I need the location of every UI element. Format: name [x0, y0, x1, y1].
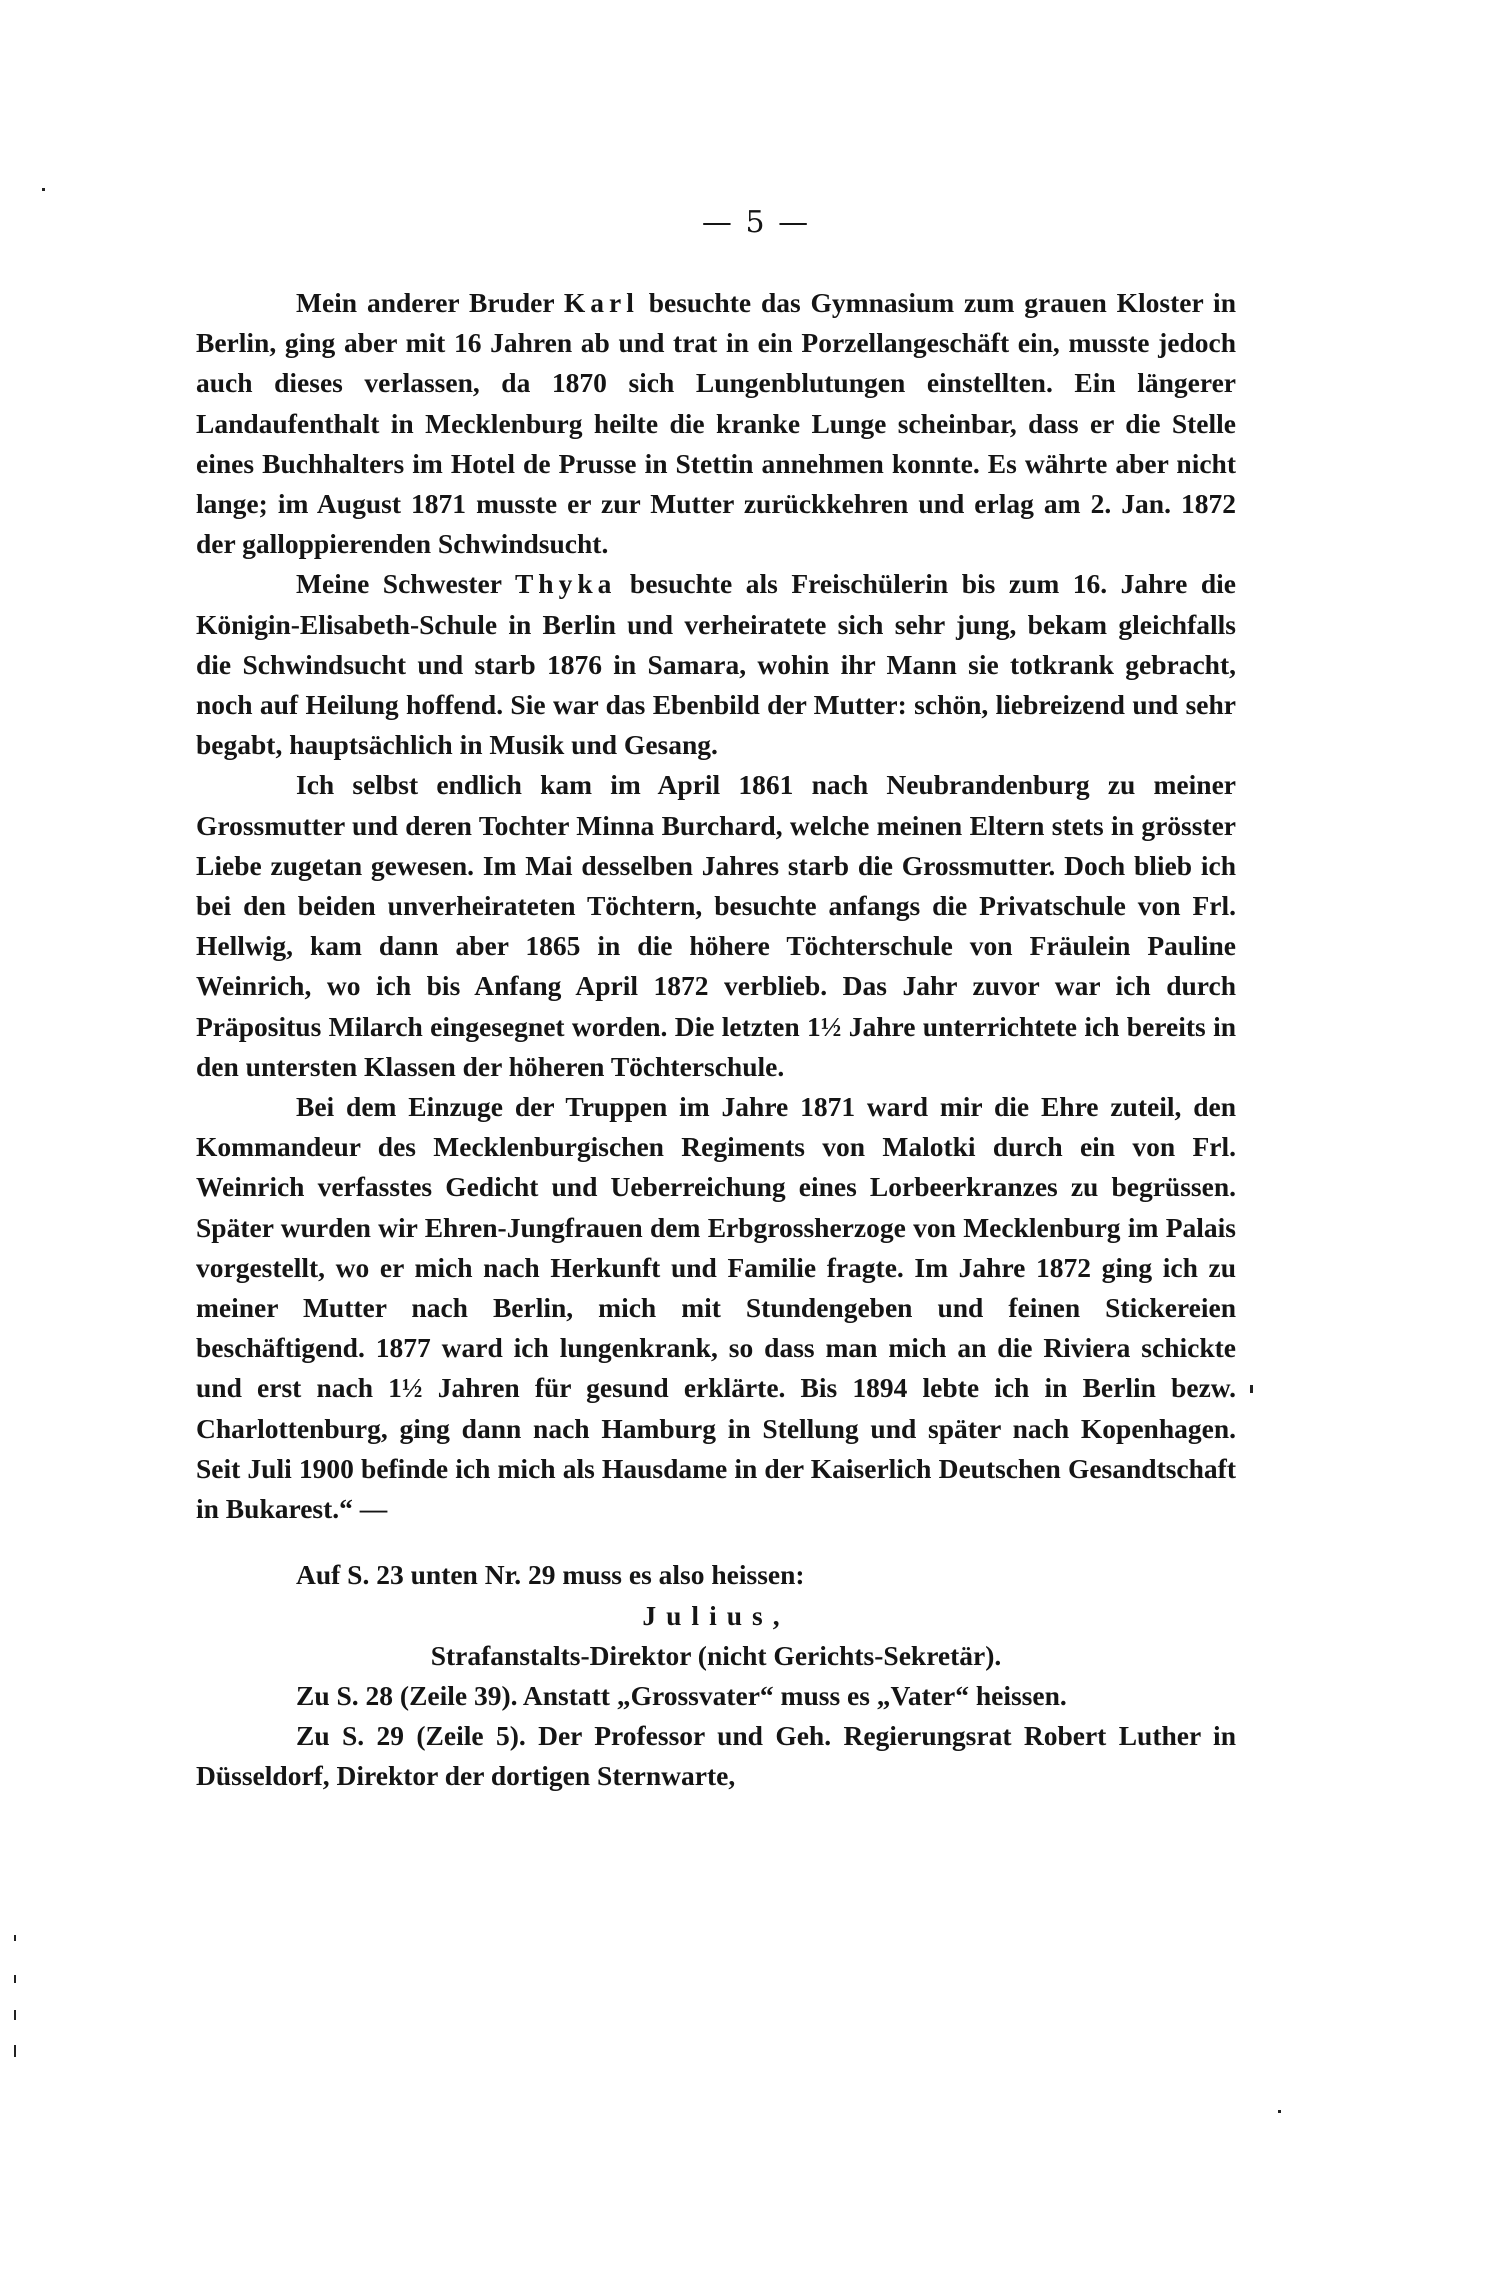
- spaced-name-karl: Karl: [563, 287, 639, 318]
- paragraph-honors: Bei dem Einzuge der Truppen im Jahre 1871 ward mir die Ehre zuteil, den Kommandeur des Mecklenburgischen Regiments von Malotki durch ein von Frl. Weinrich verfasstes Gedicht und Ueberreichung eines Lorbeerkranzes zu begrüssen. Später wurden wir Ehren-Jungfrauen dem Erbgrossherzoge von Mecklenburg im Palais vorgestellt, wo er mich nach Herkunft und Familie fragte. Im Jahre 1872 ging ich zu meiner Mutter nach Berlin, mich mit Stundengeben und feinen Stickereien beschäftigend. 1877 ward ich lungenkrank, so dass man mich an die Riviera schickte und erst nach 1½ Jahren für gesund erklärte. Bis 1894 lebte ich in Berlin bezw. Charlottenburg, ging dann nach Hamburg in Stellung und später nach Kopenhagen. Seit Juli 1900 befinde ich mich als Hausdame in der Kaiserlich Deutschen Gesandtschaft in Bukarest.“ —: [196, 1091, 1236, 1525]
- text-run: besuchte als Freischülerin bis zum 16. Jahre die Königin-Elisabeth-Schule in Berlin und verheiratete sich sehr jung, bekam gleichfalls die Schwindsucht und starb 1876 in Samara, wohin ihr Mann sie totkrank gebracht, noch auf Heilung hoffend. Sie war das Ebenbild der Mutter: schön, liebreizend und sehr begabt, hauptsächlich in Musik und Gesang.: [196, 568, 1236, 761]
- page-number: — 5 —: [701, 205, 811, 240]
- scan-speck: [1278, 2110, 1281, 2113]
- scan-speck: [14, 1975, 16, 1983]
- scan-speck: [14, 2045, 16, 2057]
- body-text: [196, 283, 1236, 1797]
- correction-title: Strafanstalts-Direktor (nicht Gerichts-Sekretär).: [430, 1639, 1002, 1671]
- spaced-name-thyka: Thyka: [514, 568, 617, 600]
- paragraph-self: Ich selbst endlich kam im April 1861 nach Neubrandenburg zu meiner Grossmutter und deren Tochter Minna Burchard, welche meinen Eltern stets in grösster Liebe zugetan gewesen. Im Mai desselben Jahres starb die Grossmutter. Doch blieb ich bei den beiden unverheirateten Töchtern, besuchte anfangs die Privatschule von Frl. Hellwig, kam dann aber 1865 in die höhere Töchterschule von Fräulein Pauline Weinrich, wo ich bis Anfang April 1872 verblieb. Das Jahr zuvor war ich durch Präpositus Milarch eingesegnet worden. Die letzten 1½ Jahre unterrichtete ich bereits in den untersten Klassen der höheren Töchterschule.: [196, 769, 1236, 1082]
- text-run: Meine Schwester: [296, 568, 515, 600]
- correction-page-29: Zu S. 29 (Zeile 5). Der Professor und Geh. Regierungsrat Robert Luther in Düsseldorf, Direktor der dortigen Sternwarte,: [196, 1720, 1236, 1792]
- text-run: besuchte das Gymnasium zum grauen Kloster in Berlin, ging aber mit 16 Jahren ab und trat in ein Porzellangeschäft ein, musste jedoch auch dieses verlassen, da 1870 sich Lungenblutungen einstellten. Ein längerer Landaufenthalt in Mecklenburg heilte die kranke Lunge scheinbar, dass er die Stelle eines Buchhalters im Hotel de Prusse in Stettin annehmen konnte. Es währte aber nicht lange; im August 1871 musste er zur Mutter zurückkehren und erlag am 2. Jan. 1872 der galloppierenden Schwindsucht.: [196, 287, 1236, 560]
- scan-speck: [42, 188, 45, 191]
- spacer: [196, 1529, 1236, 1555]
- paragraph-thyka: [196, 564, 1236, 765]
- paragraph-karl: [196, 283, 1236, 564]
- correction-intro: Auf S. 23 unten Nr. 29 muss es also heissen:: [296, 1559, 805, 1591]
- correction-page-28: Zu S. 28 (Zeile 39). Anstatt „Grossvater“ muss es „Vater“ heissen.: [296, 1679, 1067, 1711]
- correction-name: Julius,: [642, 1599, 790, 1631]
- scan-speck: [14, 2010, 16, 2020]
- scan-speck: [1250, 1385, 1253, 1393]
- text-run: Mein anderer Bruder: [296, 287, 564, 318]
- scan-speck: [14, 1935, 16, 1941]
